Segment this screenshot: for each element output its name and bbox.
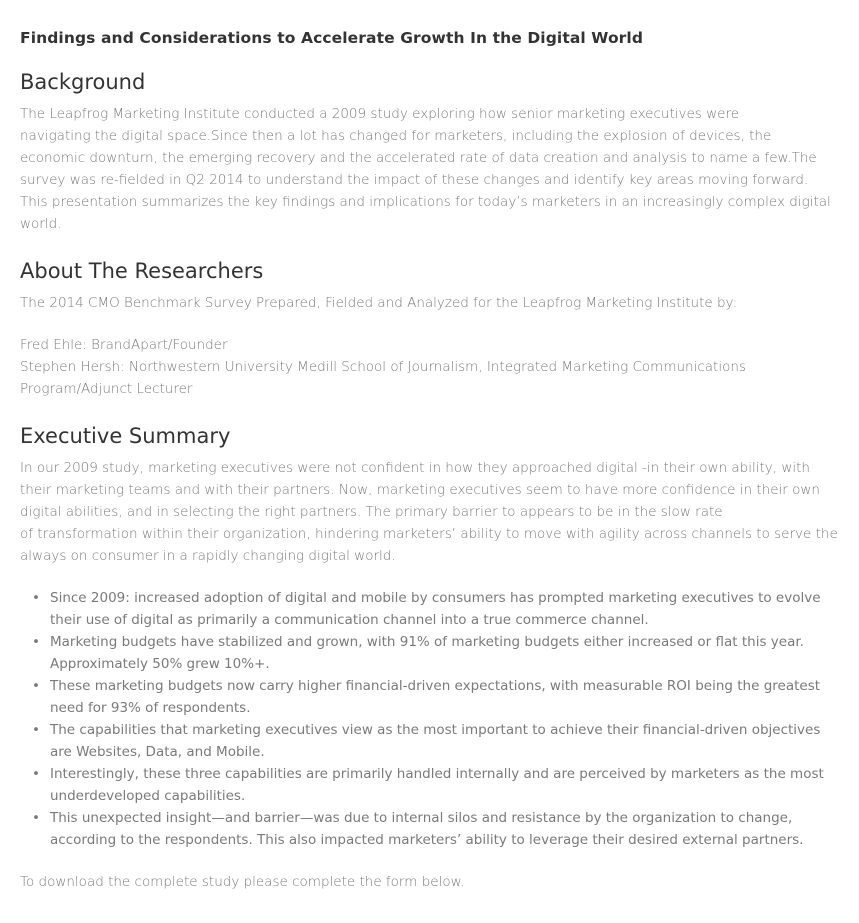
- executive-summary-paragraph: [20, 457, 852, 567]
- list-item-line: underdeveloped capabilities.: [50, 788, 246, 804]
- bullet-icon: •: [32, 722, 40, 738]
- list-item: [32, 675, 852, 719]
- summary-line: In our 2009 study, marketing executives were not confident in how they approached digital -in their own ability, with: [20, 460, 810, 476]
- background-line: The Leapfrog Marketing Institute conducted a 2009 study exploring how senior marketing executives were: [20, 106, 740, 122]
- researchers-list: [20, 334, 852, 400]
- bullet-icon: •: [32, 766, 40, 782]
- background-line: world.: [20, 216, 62, 232]
- list-item: [32, 763, 852, 807]
- summary-line: always on consumer in a rapidly changing digital world.: [20, 548, 396, 564]
- list-item: [32, 631, 852, 675]
- list-item-line: Approximately 50% grew 10%+.: [50, 656, 270, 672]
- list-item-line: The capabilities that marketing executives view as the most important to achieve their financial-driven objectives: [50, 722, 821, 738]
- list-item-line: are Websites, Data, and Mobile.: [50, 744, 265, 760]
- list-item: [32, 807, 852, 851]
- background-line: This presentation summarizes the key findings and implications for today’s marketers in an increasingly complex digital: [20, 194, 831, 210]
- background-heading: Background: [20, 70, 146, 94]
- summary-line: of transformation within their organization, hindering marketers’ ability to move with agility across channels to serve the: [20, 526, 838, 542]
- bullet-icon: •: [32, 634, 40, 650]
- download-note: To download the complete study please complete the form below.: [20, 874, 465, 890]
- list-item: [32, 719, 852, 763]
- researcher-line: Stephen Hersh: Northwestern University Medill School of Journalism, Integrated Marketing Communications: [20, 359, 746, 375]
- list-item-line: This unexpected insight—and barrier—was due to internal silos and resistance by the organization to change,: [50, 810, 793, 826]
- list-item-line: Marketing budgets have stabilized and grown, with 91% of marketing budgets either increased or flat this year.: [50, 634, 804, 650]
- list-item: [32, 587, 852, 631]
- bullet-icon: •: [32, 678, 40, 694]
- background-line: survey was re-fielded in Q2 2014 to understand the impact of these changes and identify key areas moving forward.: [20, 172, 809, 188]
- researchers-heading: About The Researchers: [20, 259, 264, 283]
- background-line: navigating the digital space.Since then a lot has changed for marketers, including the explosion of devices, the: [20, 128, 772, 144]
- executive-summary-heading: Executive Summary: [20, 424, 231, 448]
- document-title: Findings and Considerations to Accelerate Growth In the Digital World: [20, 29, 644, 47]
- bullet-icon: •: [32, 590, 40, 606]
- list-item-line: need for 93% of respondents.: [50, 700, 251, 716]
- bullet-icon: •: [32, 810, 40, 826]
- researcher-line: Program/Adjunct Lecturer: [20, 381, 193, 397]
- findings-list: [20, 587, 852, 851]
- researcher-line: Fred Ehle: BrandApart/Founder: [20, 337, 228, 353]
- summary-line: digital abilities, and in selecting the right partners. The primary barrier to appears to be in the slow rate: [20, 504, 723, 520]
- list-item-line: Interestingly, these three capabilities are primarily handled internally and are perceived by marketers as the most: [50, 766, 824, 782]
- list-item-line: These marketing budgets now carry higher financial-driven expectations, with measurable ROI being the greatest: [50, 678, 821, 694]
- summary-line: their marketing teams and with their partners. Now, marketing executives seem to have more confidence in their own: [20, 482, 820, 498]
- background-paragraph: [20, 103, 852, 235]
- list-item-line: their use of digital as primarily a communication channel into a true commerce channel.: [50, 612, 649, 628]
- list-item-line: according to the respondents. This also impacted marketers’ ability to leverage their desired external partners.: [50, 832, 804, 848]
- researchers-intro: The 2014 CMO Benchmark Survey Prepared, Fielded and Analyzed for the Leapfrog Marketing Institute by:: [20, 295, 738, 311]
- background-line: economic downturn, the emerging recovery and the accelerated rate of data creation and analysis to name a few.The: [20, 150, 817, 166]
- list-item-line: Since 2009: increased adoption of digital and mobile by consumers has prompted marketing executives to evolve: [50, 590, 821, 606]
